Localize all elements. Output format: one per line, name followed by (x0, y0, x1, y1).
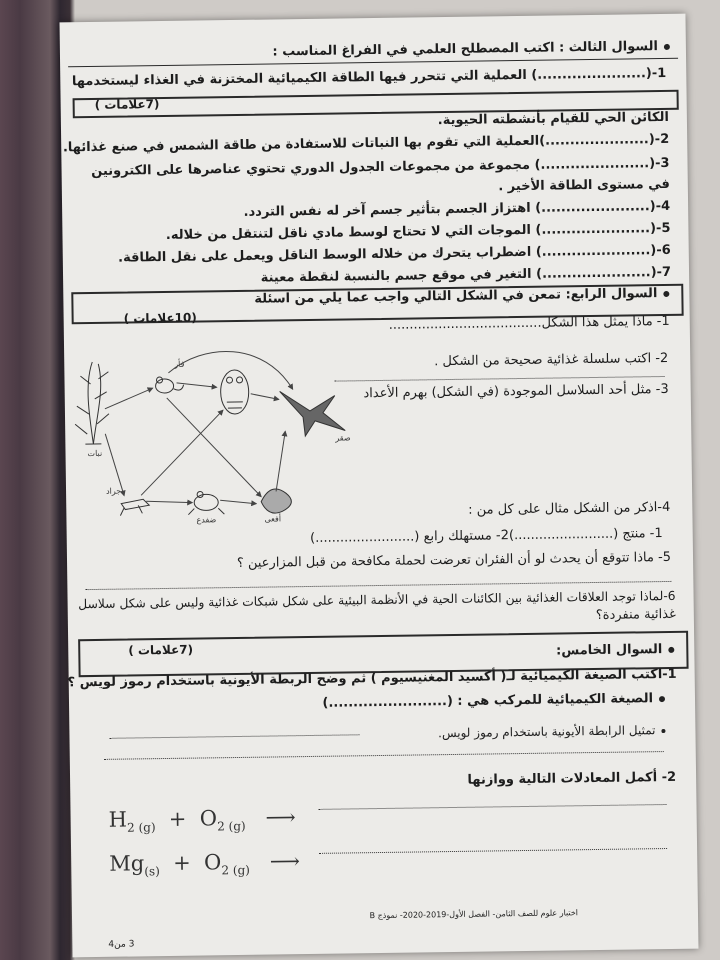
q3-item-2: 2-(.....................)العملية التي تقوم بها النباتات للاستفادة من طاقة الشمس في صنع غذائها. (62, 131, 670, 156)
q5-score: (7علامات ) (128, 642, 194, 658)
bullet-icon (663, 290, 669, 296)
q3-title: السوال الثالث : اكتب المصطلح العلمي في الفراغ المناسب : (272, 39, 670, 61)
q3-item-6: 6-(......................) اضطراب يتحرك من خلاله الوسط الناقل ويعمل على نقل الطاقة. (118, 242, 671, 266)
q4-score: (10علامات ) (123, 310, 197, 326)
q3-score: (7علامات ) (94, 97, 160, 112)
q5-formula-line: الصيغة الكيميائية للمركب هي : (........................) (322, 691, 665, 712)
bullet-icon (661, 729, 665, 733)
q4-question-1: 1- ماذا يمثل هذا الشكل..................................... (388, 313, 670, 333)
bullet-icon (668, 646, 674, 652)
q5-question-2: 2- أكمل المعادلات التالية ووازنها (467, 769, 677, 788)
q4-question-4-sub: 1- منتج (........................)2- مستهلك رابع (........................) (310, 526, 663, 546)
snake-label: أفعى (264, 514, 282, 524)
q4-question-5: 5- ماذا تتوقع أن يحدث لو أن الفئران تعرضت لحملة مكافحة من قبل المزارعين ؟ (236, 549, 672, 571)
food-web-diagram (64, 340, 387, 534)
arrow (275, 431, 286, 491)
footer-exam-info: اختبار علوم للصف الثامن- الفصل الأول-2019-2020- نموذج B (369, 908, 579, 921)
arrow (140, 410, 224, 495)
page-number: 3 من4 (108, 939, 135, 950)
q3-item-4: 4-(......................) اهتزاز الجسم بتأثير جسم آخر له نفس التردد. (243, 198, 671, 220)
grasshopper-illustration (120, 499, 149, 515)
equation-1: $H_{2 (g)} + O_{2 (g)}$ ⟶ (108, 805, 296, 835)
mouse-illustration (155, 377, 183, 393)
grasshopper-label: جراد (105, 486, 122, 496)
q4-title: السوال الرابع: تمعن في الشكل التالي واجب عما يلي من اسئلة (254, 286, 669, 308)
hawk-illustration (280, 390, 346, 436)
q3-item-1-cont (437, 90, 668, 109)
q3-item-3-cont: في مستوى الطاقة الأخير . (498, 176, 670, 195)
plants-illustration (74, 362, 109, 444)
q5-lewis-prompt: تمثيل الرابطة الأيونية باستخدام رموز لويس. (438, 722, 666, 741)
q3-item-5: 5-(......................) الموجات التي لا تحتاج لوسط مادي ناقل لتنتقل من خلاله. (165, 220, 671, 243)
answer-line (104, 751, 664, 760)
frog-illustration (188, 491, 224, 515)
q4-question-6: 6-لماذا توجد العلاقات الغذائية بين الكائنات الحية في الأنظمة البيئية على شكل شبكات غذائية وليس على شكل سلاسل (78, 588, 676, 612)
arrow (167, 397, 261, 498)
arrow (146, 501, 192, 504)
answer-line (319, 804, 667, 810)
equation-2: $Mg_{(s)} + O_{2 (g)}$ ⟶ (109, 849, 301, 879)
q4-question-2: 2- اكتب سلسلة غذائية صحيحة من الشكل . (434, 350, 669, 370)
snake-illustration (261, 489, 291, 514)
owl-illustration (220, 370, 249, 414)
q4-question-3: 3- مثل أحد السلاسل الموجودة (في الشكل) بهرم الأعداد (363, 381, 669, 402)
q3-item-1: 1-(......................) العملية التي تتحرر فيها الطاقة الكيميائية المختزنة في الغذاء ليستخدمها (71, 65, 667, 90)
exam-page (60, 14, 699, 958)
q3-item-1-cont-visible: الكائن الحي للقيام بأنشطته الحيوية. (437, 109, 669, 129)
arrow (220, 500, 256, 505)
plants-label: نبات (87, 448, 103, 459)
q5-title: السوال الخامس: (556, 642, 674, 660)
hawk-label: صقر (335, 433, 351, 443)
q3-item-3: 3-(......................) مجموعة من مجموعات الجدول الدوري تحتوي عناصرها على الكترونين (91, 155, 670, 179)
answer-line (109, 734, 359, 738)
arrow (105, 388, 153, 409)
bullet-icon (659, 696, 665, 702)
q4-question-4: 4-اذكر من الشكل مثال على كل من : (468, 499, 671, 518)
q5-question-1: 1-اكتب الصيغة الكيميائية لـ( أكسيد المغنيسيوم ) ثم وضح الربطة الأيونية باستخدام رموز لويس ؟ (67, 666, 677, 691)
frog-label: ضفدع (196, 515, 217, 525)
divider (68, 58, 678, 68)
mouse-label: فأر (174, 359, 185, 369)
bullet-icon (664, 43, 670, 49)
answer-line (319, 848, 667, 854)
q4-question-6-cont: غذائية منفردة؟ (595, 606, 676, 623)
arrow (251, 393, 279, 399)
q3-item-7: 7-(......................) التغير في موقع جسم بالنسبة لنقطة معينة (260, 264, 672, 286)
